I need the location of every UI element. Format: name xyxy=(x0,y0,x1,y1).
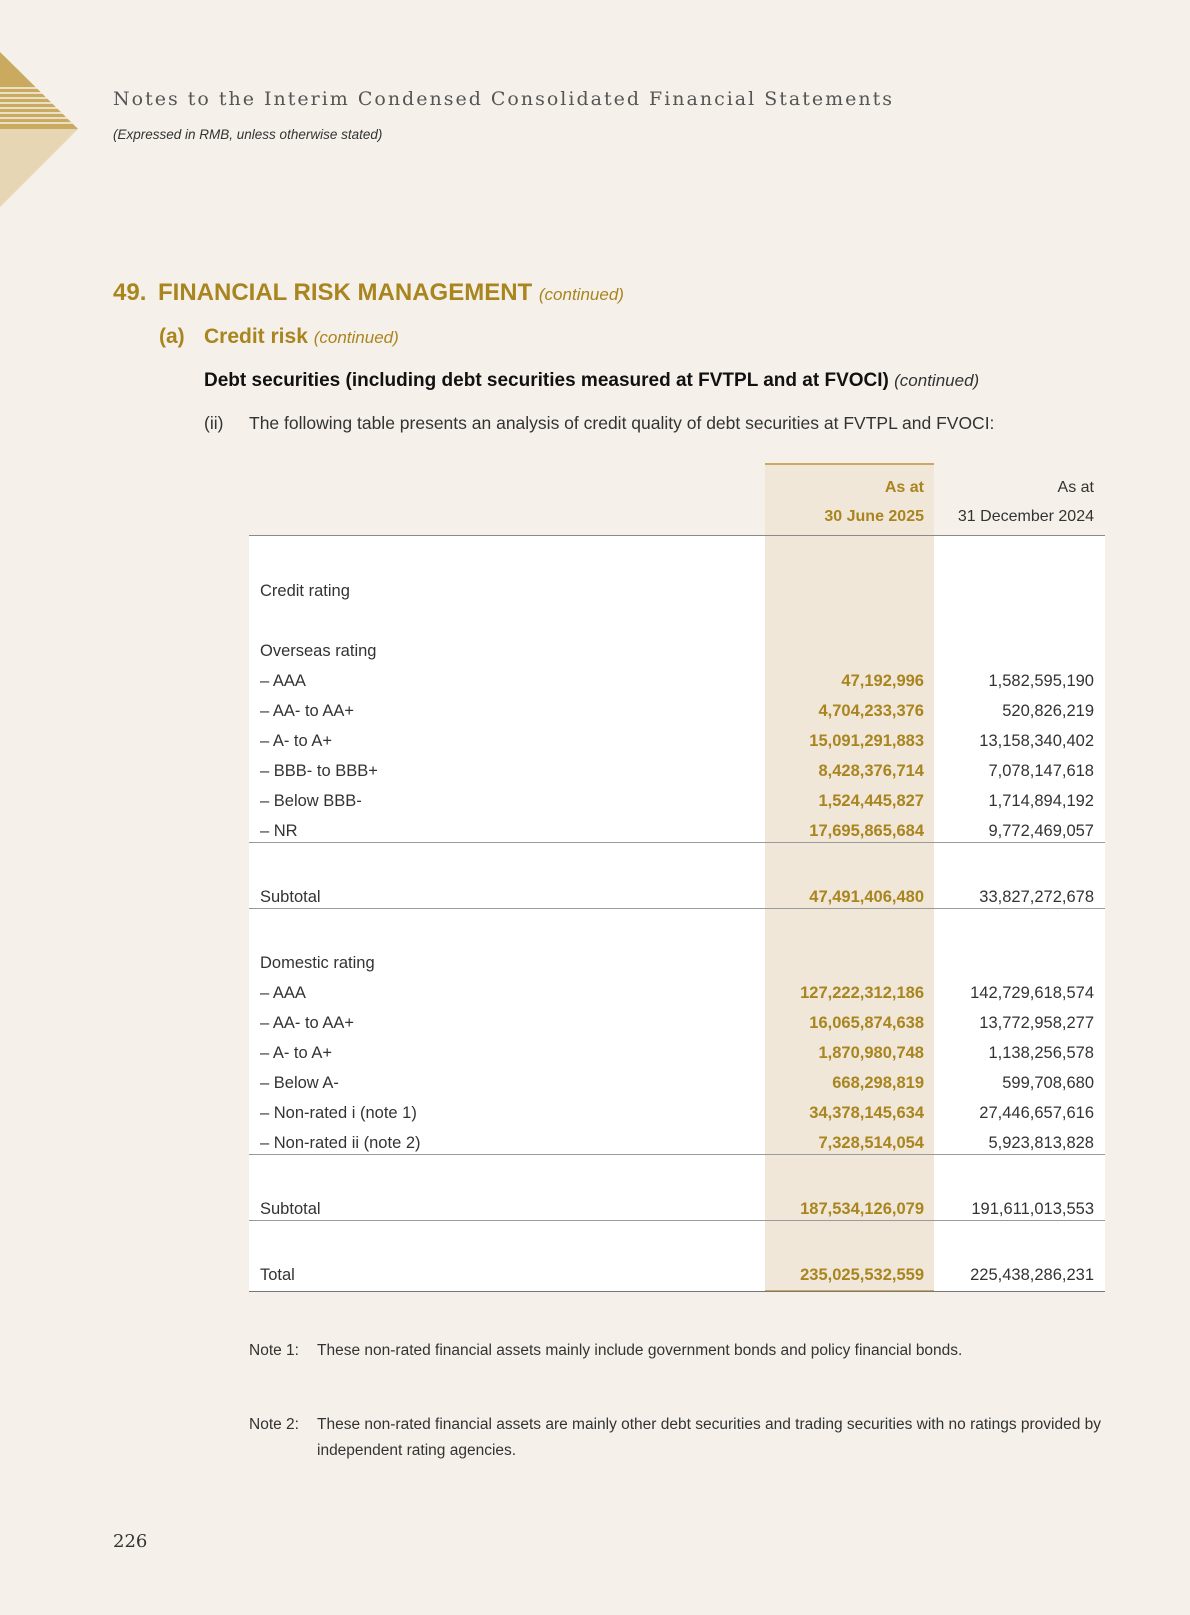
row-label: Subtotal xyxy=(260,1200,321,1218)
value-prior: 13,158,340,402 xyxy=(979,732,1094,750)
row-label: – Non-rated i (note 1) xyxy=(260,1104,417,1122)
corner-decoration xyxy=(0,52,80,212)
topic-title: Debt securities (including debt securities measured at FVTPL and at FVOCI) xyxy=(204,370,889,391)
column-header-prior xyxy=(934,473,1094,531)
row-label: – Non-rated ii (note 2) xyxy=(260,1134,421,1152)
value-prior: 9,772,469,057 xyxy=(988,822,1094,840)
credit-quality-table xyxy=(249,463,1105,1284)
row-label: – A- to A+ xyxy=(260,732,333,750)
table-row xyxy=(249,576,1105,606)
table-row xyxy=(249,726,1105,756)
table-row-total xyxy=(249,1260,1105,1290)
table-divider xyxy=(249,1154,1105,1155)
subsection-number: (a) xyxy=(159,325,185,348)
table-row xyxy=(249,696,1105,726)
column-header-prior-line1: As at xyxy=(1057,479,1094,496)
row-label: – AA- to AA+ xyxy=(260,702,355,720)
footnote-tag: Note 2: xyxy=(249,1416,299,1433)
row-label: Overseas rating xyxy=(260,642,377,660)
value-prior: 5,923,813,828 xyxy=(988,1134,1094,1152)
value-current: 15,091,291,883 xyxy=(809,732,924,750)
intro-paragraph xyxy=(204,413,994,434)
table-row xyxy=(249,636,1105,666)
value-current: 34,378,145,634 xyxy=(809,1104,924,1122)
value-current: 668,298,819 xyxy=(832,1074,924,1092)
footnote-tag: Note 1: xyxy=(249,1342,299,1359)
section-heading xyxy=(113,279,624,307)
value-current: 16,065,874,638 xyxy=(809,1014,924,1032)
table-row xyxy=(249,948,1105,978)
value-current: 4,704,233,376 xyxy=(818,702,924,720)
table-divider xyxy=(249,1220,1105,1221)
column-header-prior-line2: 31 December 2024 xyxy=(957,508,1094,525)
value-current: 1,870,980,748 xyxy=(818,1044,924,1062)
value-current: 1,524,445,827 xyxy=(818,792,924,810)
table-row xyxy=(249,1068,1105,1098)
value-current: 187,534,126,079 xyxy=(800,1200,924,1218)
table-row xyxy=(249,1098,1105,1128)
value-prior: 1,138,256,578 xyxy=(988,1044,1094,1062)
row-label: – A- to A+ xyxy=(260,1044,333,1062)
intro-text: The following table presents an analysis of credit quality of debt securities at FVTPL and FVOCI: xyxy=(249,413,995,433)
table-header-row xyxy=(249,463,1105,536)
section-number: 49. xyxy=(113,279,147,306)
value-prior: 33,827,272,678 xyxy=(979,888,1094,906)
page-header-subtitle: (Expressed in RMB, unless otherwise stated) xyxy=(113,127,383,142)
row-label: – AAA xyxy=(260,984,306,1002)
value-prior: 520,826,219 xyxy=(1002,702,1094,720)
value-prior: 1,714,894,192 xyxy=(988,792,1094,810)
table-row xyxy=(249,756,1105,786)
table-bottom-rule xyxy=(249,1291,1105,1292)
value-prior: 13,772,958,277 xyxy=(979,1014,1094,1032)
subsection-continued: (continued) xyxy=(313,328,399,347)
value-current: 47,491,406,480 xyxy=(809,888,924,906)
value-current: 235,025,532,559 xyxy=(800,1266,924,1284)
table-divider xyxy=(249,908,1105,909)
column-header-current-line2: 30 June 2025 xyxy=(824,508,924,525)
value-current: 8,428,376,714 xyxy=(818,762,924,780)
row-label: – Below BBB- xyxy=(260,792,362,810)
footnote-text: These non-rated financial assets are mainly other debt securities and trading securities with no ratings provided by independent rating agencies. xyxy=(317,1416,1102,1459)
table-row xyxy=(249,1008,1105,1038)
topic-continued: (continued) xyxy=(894,371,980,390)
table-row xyxy=(249,786,1105,816)
value-prior: 7,078,147,618 xyxy=(988,762,1094,780)
value-current: 127,222,312,186 xyxy=(800,984,924,1002)
value-current: 47,192,996 xyxy=(841,672,924,690)
value-prior: 225,438,286,231 xyxy=(970,1266,1094,1284)
value-current: 17,695,865,684 xyxy=(809,822,924,840)
section-continued: (continued) xyxy=(538,285,624,304)
subsection-heading xyxy=(159,325,399,349)
page-header-title: Notes to the Interim Condensed Consolidated Financial Statements xyxy=(113,88,894,110)
row-label: Domestic rating xyxy=(260,954,375,972)
page-number: 226 xyxy=(113,1531,148,1552)
value-prior: 599,708,680 xyxy=(1002,1074,1094,1092)
value-current: 7,328,514,054 xyxy=(818,1134,924,1152)
value-prior: 27,446,657,616 xyxy=(979,1104,1094,1122)
intro-number: (ii) xyxy=(204,413,224,433)
row-label: Subtotal xyxy=(260,888,321,906)
value-prior: 1,582,595,190 xyxy=(988,672,1094,690)
row-label: – NR xyxy=(260,822,298,840)
row-label: – AAA xyxy=(260,672,306,690)
table-row xyxy=(249,666,1105,696)
table-row xyxy=(249,978,1105,1008)
row-label: – BBB- to BBB+ xyxy=(260,762,378,780)
topic-heading xyxy=(204,370,979,392)
column-header-current-line1: As at xyxy=(884,479,924,496)
row-label: Credit rating xyxy=(260,582,350,600)
row-label: – AA- to AA+ xyxy=(260,1014,355,1032)
footnote-text: These non-rated financial assets mainly include government bonds and policy financial bonds. xyxy=(317,1342,963,1359)
subsection-title: Credit risk xyxy=(204,325,308,348)
row-label: – Below A- xyxy=(260,1074,339,1092)
table-divider xyxy=(249,842,1105,843)
value-prior: 142,729,618,574 xyxy=(970,984,1094,1002)
row-label: Total xyxy=(260,1266,295,1284)
column-header-current xyxy=(765,473,924,531)
table-row xyxy=(249,1038,1105,1068)
value-prior: 191,611,013,553 xyxy=(971,1200,1094,1218)
section-title: FINANCIAL RISK MANAGEMENT xyxy=(158,279,533,306)
